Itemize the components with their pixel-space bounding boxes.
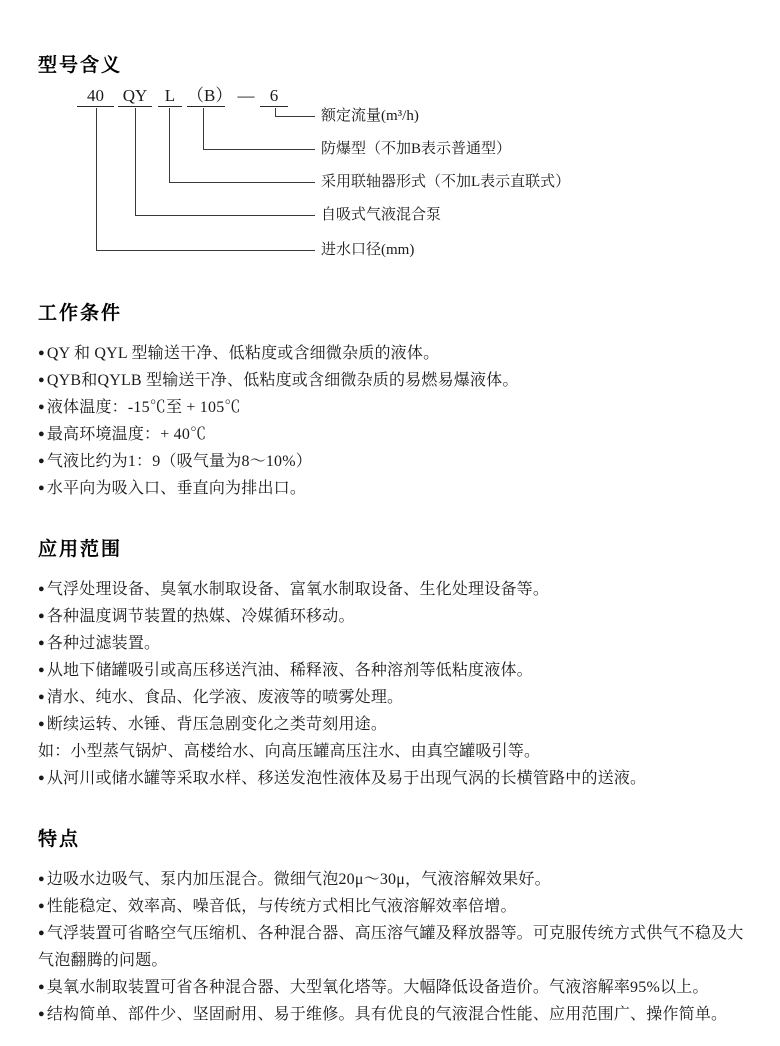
bullet-icon: ● <box>38 981 45 993</box>
bullet-icon: ● <box>38 664 45 676</box>
model-section-title: 型号含义 <box>38 55 123 76</box>
connector-line <box>169 108 170 182</box>
list-item-text: 如：小型蒸气锅炉、高楼给水、向高压罐高压注水、由真空罐吸引等。 <box>38 743 541 760</box>
connector-line <box>135 215 315 216</box>
model-code-diagram <box>38 84 745 266</box>
list-item-text: 气浮装置可省略空气压缩机、各种混合器、高压溶气罐及释放器等。可克服传统方式供气不稳及大气泡翻腾的问题。 <box>38 925 744 969</box>
features-list <box>38 866 745 1028</box>
list-item <box>38 1001 745 1028</box>
list-item-text: 断续运转、水锤、背压急剧变化之类苛刻用途。 <box>46 716 388 733</box>
connector-line <box>96 250 315 251</box>
list-item <box>38 394 745 421</box>
list-item-text: 结构简单、部件少、坚固耐用、易于维修。具有优良的气液混合性能、应用范围广、操作简单。 <box>46 1006 728 1023</box>
list-item <box>38 475 745 502</box>
list-item <box>38 603 745 630</box>
list-item <box>38 684 745 711</box>
connector-line <box>275 108 276 116</box>
list-item <box>38 657 745 684</box>
application-range-section <box>38 538 745 792</box>
working-conditions-list <box>38 340 745 502</box>
list-item <box>38 340 745 367</box>
model-code-part-flow: 6 <box>260 86 288 107</box>
list-item-text: 气浮处理设备、臭氧水制取设备、富氧水制取设备、生化处理设备等。 <box>46 581 550 598</box>
bullet-icon: ● <box>38 583 45 595</box>
connector-line <box>96 108 97 250</box>
bullet-icon: ● <box>38 718 45 730</box>
model-label-coupling: 采用联轴器形式（不加L表示直联式） <box>321 174 571 190</box>
list-item <box>38 448 745 475</box>
bullet-icon: ● <box>38 455 45 467</box>
connector-line <box>135 108 136 215</box>
model-label-pump-type: 自吸式气液混合泵 <box>321 207 442 223</box>
model-label-rated-flow: 额定流量(m³/h) <box>321 108 419 124</box>
list-item-text: 气液比约为1：9（吸气量为8～10%） <box>46 453 312 470</box>
bullet-icon: ● <box>38 772 45 784</box>
bullet-icon: ● <box>38 927 45 939</box>
section-title: 工作条件 <box>38 303 123 324</box>
bullet-icon: ● <box>38 482 45 494</box>
bullet-icon: ● <box>38 637 45 649</box>
model-label-exproof: 防爆型（不加B表示普通型） <box>321 141 512 157</box>
features-section <box>38 828 745 1028</box>
list-item <box>38 630 745 657</box>
list-item-text: 水平向为吸入口、垂直向为排出口。 <box>46 480 307 497</box>
bullet-icon: ● <box>38 873 45 885</box>
connector-line <box>203 108 204 149</box>
list-item <box>38 765 745 792</box>
application-range-list <box>38 576 745 792</box>
list-item-text: 性能稳定、效率高、噪音低，与传统方式相比气液溶解效率倍增。 <box>46 898 517 915</box>
bullet-icon: ● <box>38 1008 45 1020</box>
list-item <box>38 367 745 394</box>
list-item-text: 液体温度：-15℃至 + 105℃ <box>46 399 241 416</box>
list-item <box>38 576 745 603</box>
bullet-icon: ● <box>38 347 45 359</box>
list-item-text: 边吸水边吸气、泵内加压混合。微细气泡20μ～30μ，气液溶解效果好。 <box>46 871 551 888</box>
list-item-text: 最高环境温度：+ 40℃ <box>46 426 207 443</box>
model-code-part-exproof: （B） <box>187 86 233 105</box>
working-conditions-section <box>38 302 745 502</box>
model-label-inlet-size: 进水口径(mm) <box>321 242 415 258</box>
list-item-text: 从地下储罐吸引或高压移送汽油、稀释液、各种溶剂等低粘度液体。 <box>46 662 533 679</box>
list-item-text: QYB和QYLB 型输送干净、低粘度或含细微杂质的易燃易爆液体。 <box>46 372 519 389</box>
list-item-text: QY 和 QYL 型输送干净、低粘度或含细微杂质的液体。 <box>46 345 440 362</box>
list-item <box>38 974 745 1001</box>
list-item <box>38 711 745 738</box>
list-item <box>38 920 745 974</box>
model-meaning-section <box>38 54 745 266</box>
connector-line <box>275 116 315 117</box>
list-item-text: 清水、纯水、食品、化学液、废液等的喷雾处理。 <box>46 689 404 706</box>
list-item <box>38 421 745 448</box>
bullet-icon: ● <box>38 691 45 703</box>
list-item <box>38 866 745 893</box>
model-code-part-coupling: L <box>158 86 182 107</box>
section-title: 应用范围 <box>38 539 123 560</box>
list-item <box>38 893 745 920</box>
bullet-icon: ● <box>38 610 45 622</box>
connector-line <box>203 149 315 150</box>
model-code-part-inlet: 40 <box>77 86 114 107</box>
list-item-text: 各种温度调节装置的热媒、冷媒循环移动。 <box>46 608 355 625</box>
list-item-text: 从河川或储水罐等采取水样、移送发泡性液体及易于出现气涡的长横管路中的送液。 <box>46 770 647 787</box>
list-item-text: 臭氧水制取装置可省各种混合器、大型氧化塔等。大幅降低设备造价。气液溶解率95%以上。 <box>46 979 709 996</box>
list-item <box>38 738 745 765</box>
section-title: 特点 <box>38 829 81 850</box>
bullet-icon: ● <box>38 374 45 386</box>
bullet-icon: ● <box>38 428 45 440</box>
list-item-text: 各种过滤装置。 <box>46 635 161 652</box>
connector-line <box>169 182 315 183</box>
bullet-icon: ● <box>38 401 45 413</box>
model-code-part-series: QY <box>118 86 152 107</box>
model-code-dash: — <box>237 86 255 105</box>
bullet-icon: ● <box>38 900 45 912</box>
